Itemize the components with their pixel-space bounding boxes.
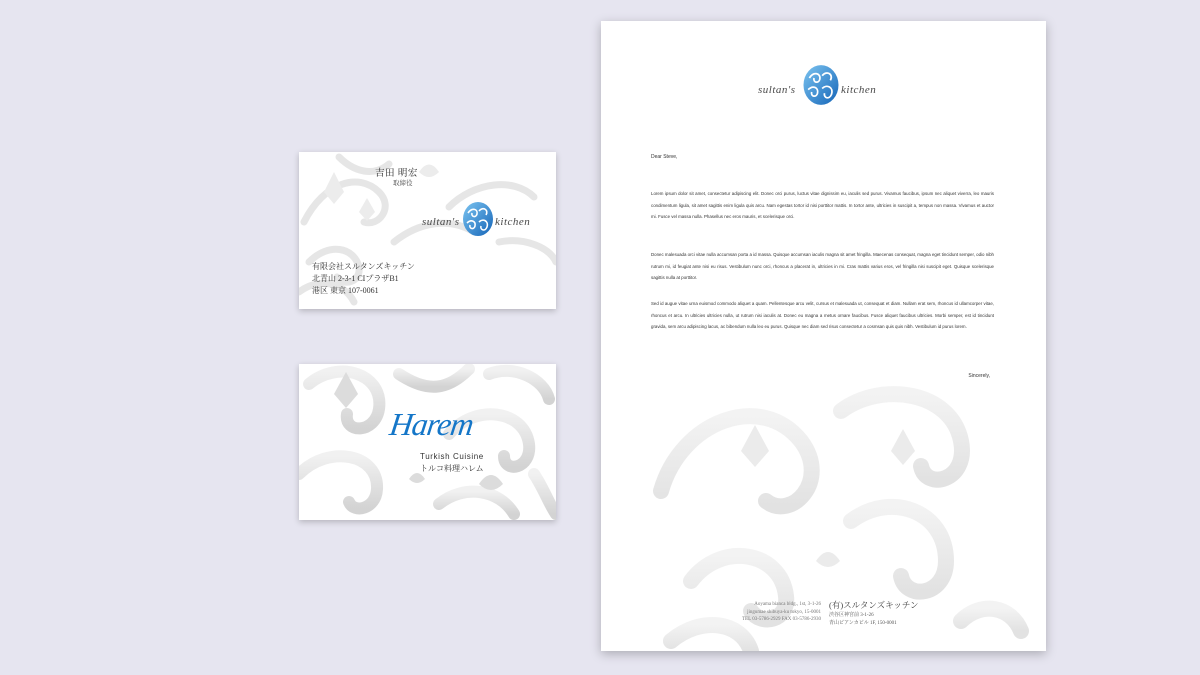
letterhead-logo-left: sultan's <box>758 84 796 96</box>
footer-line: 渋谷区神宮前 3-1-26 <box>829 613 874 618</box>
letter-paragraph: Sed id augue vitae urna euismod commodo aliquet a quam. Pellentesque arcu velit, cursus et malesuada ut, consequat et diam. Nullam erat sem, rhoncus id ullamcorper vitae, rhoncus et arcu. In ultricies ultricies nulla, ut rutrum nisi iaculis at. Donec eu magna a metus ornare faucibus. Fusce aliquet faucibus ultricies. Morbi semper, est id tincidunt gravida, sem arcu adipiscing lacus, ac bibendum nulla leo eu purus. Quisque nec diam sed risus consectetur a cosmsan quis quis nibh. Vestibulum id purus lorem. <box>651 301 994 330</box>
logo-text-right: kitchen <box>495 216 531 228</box>
letterhead-logo-right: kitchen <box>841 84 877 96</box>
swirl-logo-icon <box>462 201 494 237</box>
letter-closing: Sincerely, <box>968 373 990 379</box>
harem-card <box>299 364 556 520</box>
card-company: 有限会社スルタンズキッチン <box>312 262 415 271</box>
swirl-logo-icon <box>802 64 840 106</box>
harem-logo: Harem <box>387 406 476 442</box>
footer-line: 青山ビアンカビル 1F, 150-0001 <box>829 620 897 626</box>
logo-text-left: sultan's <box>422 216 460 228</box>
footer-line: jingumae shibuya-ku tokyo, 15-0001 <box>747 609 821 615</box>
card-person-name: 吉田 明宏 <box>375 169 418 179</box>
card-address-line1: 北青山 2-3-1 CIプラザB1 <box>312 274 399 283</box>
business-card <box>299 152 556 309</box>
footer-line: Aoyama bianca bldg., 1st, 3-1-26 <box>754 602 821 607</box>
letter-footer-address-jp <box>829 599 918 627</box>
harem-subtitle-en: Turkish Cuisine <box>420 452 484 461</box>
letterhead <box>601 21 1046 651</box>
letter-salutation: Dear Steve, <box>651 154 678 160</box>
letter-paragraph: Donec malesuada orci vitae nulla accumsan porta a id massa. Quisque accumsan iaculis magna sit amet fringilla. Maecenas consequat, magna eget tincidunt semper, odio nibh rutrum mi, id feugiat ante nisi eu risus. Vestibulum nunc orci, rhoncus a placerat in, ultricies in mi. Cras mattis varius eros, vel fringilla nisi suscipit eget. Quisque scelerisque sagittis nulla at porttitor. <box>651 252 994 281</box>
card-address-line2: 港区 東京 107-0061 <box>312 286 379 295</box>
letter-footer-address-en <box>697 601 821 624</box>
footer-company: (有)スルタンズキッチン <box>829 600 919 610</box>
ornament-pattern <box>601 21 1046 651</box>
footer-line: TEL 03-5786-2929 FAX 03-5786-2930 <box>741 617 821 622</box>
letter-paragraph: Lorem ipsum dolor sit amet, consectetur adipiscing elit. Donec orci purus, luctus vitae dignissim eu, iaculis sed purus. Vivamus faucibus, ipsum nec aliquet viverra, leo mauris condimentum ligula, sit amet sagittis enim ligula quis arcu. Nam egestas tortor id nisi porttitor mattis. In tortor ante, ultricies in suscipit a, tempus non massa. Vivamus et auctor mi. Fusce vel massa nulla. Phasellus nec eros mauris, et scelerisque orci. <box>651 191 994 220</box>
card-person-title: 取締役 <box>393 180 413 187</box>
harem-subtitle-jp: トルコ料理ハレム <box>420 464 484 473</box>
